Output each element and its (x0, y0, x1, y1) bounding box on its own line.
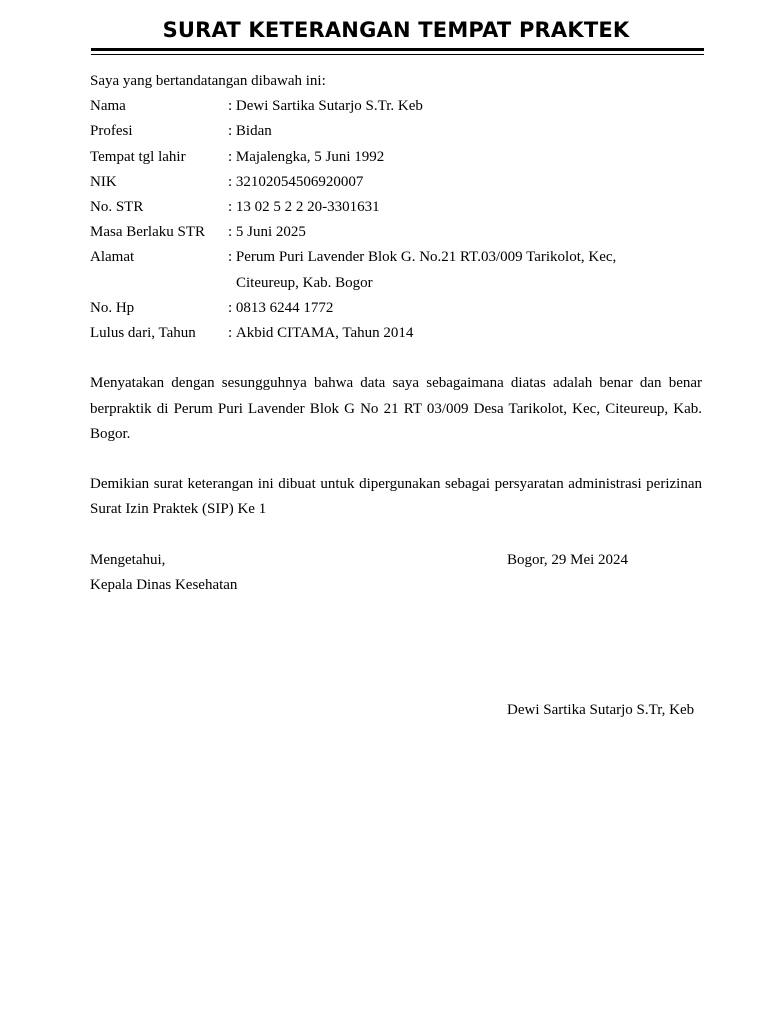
field-row-profesi: Profesi : Bidan (90, 119, 702, 144)
statement-paragraph: Menyatakan dengan sesungguhnya bahwa data saya sebagaimana diatas adalah benar dan benar berpraktik di Perum Puri Lavender Blok G No 21 RT 03/009 Desa Tarikolot, Kec, Citeureup, Kab. Bogor. (90, 375, 702, 442)
acknowledger-title: Kepala Dinas Kesehatan (90, 577, 238, 594)
field-label: Nama (90, 98, 126, 115)
field-label: Masa Berlaku STR (90, 224, 205, 241)
field-row-nama: Nama : Dewi Sartika Sutarjo S.Tr. Keb (90, 94, 702, 119)
field-label: Tempat tgl lahir (90, 148, 186, 165)
field-label: No. Hp (90, 299, 135, 316)
intro-text: Saya yang bertandatangan dibawah ini: (90, 73, 326, 89)
field-label: Profesi (90, 123, 133, 140)
field-value: Majalengka, 5 Juni 1992 (235, 148, 385, 165)
field-row-no-str: No. STR : 13 02 5 2 2 20-3301631 (90, 195, 702, 220)
place-date: Bogor, 29 Mei 2024 (507, 551, 629, 568)
title-underline-thin (91, 54, 704, 55)
field-value: 0813 6244 1772 (235, 299, 334, 316)
acknowledged-label: Mengetahui, (90, 551, 166, 568)
field-label: Lulus dari, Tahun (90, 325, 196, 342)
document-title: SURAT KETERANGAN TEMPAT PRAKTEK (162, 18, 630, 42)
field-row-lulus-dari: Lulus dari, Tahun : Akbid CITAMA, Tahun 2014 (90, 321, 702, 346)
closing-paragraph: Demikian surat keterangan ini dibuat untuk dipergunakan sebagai persyaratan administrasi perizinan Surat Izin Praktek (SIP) Ke 1 (90, 476, 702, 518)
field-value: 13 02 5 2 2 20-3301631 (235, 199, 380, 216)
field-value: Akbid CITAMA, Tahun 2014 (235, 325, 414, 342)
field-label: Alamat (90, 249, 135, 266)
field-row-no-hp: No. Hp : 0813 6244 1772 (90, 296, 702, 321)
title-underline-thick (91, 48, 704, 51)
letter-body (90, 69, 702, 723)
field-value: Bidan (235, 123, 272, 140)
field-label: NIK (90, 173, 117, 190)
field-row-tempat-tgl-lahir: Tempat tgl lahir : Majalengka, 5 Juni 1992 (90, 145, 702, 170)
field-row-nik: NIK : 32102054506920007 (90, 170, 702, 195)
field-value: 32102054506920007 (235, 173, 364, 190)
signature-header (90, 548, 702, 573)
field-value: Perum Puri Lavender Blok G. No.21 RT.03/009 Tarikolot, Kec, (235, 249, 617, 266)
signer-name: Dewi Sartika Sutarjo S.Tr, Keb (507, 702, 695, 719)
field-value-continuation: Citeureup, Kab. Bogor (236, 274, 373, 291)
field-row-alamat: Alamat : Perum Puri Lavender Blok G. No.21 RT.03/009 Tarikolot, Kec, (90, 245, 702, 270)
field-value: 5 Juni 2025 (235, 224, 306, 241)
field-label: No. STR (90, 199, 144, 216)
field-value: Dewi Sartika Sutarjo S.Tr. Keb (235, 98, 423, 115)
field-row-masa-berlaku-str: Masa Berlaku STR : 5 Juni 2025 (90, 220, 702, 245)
